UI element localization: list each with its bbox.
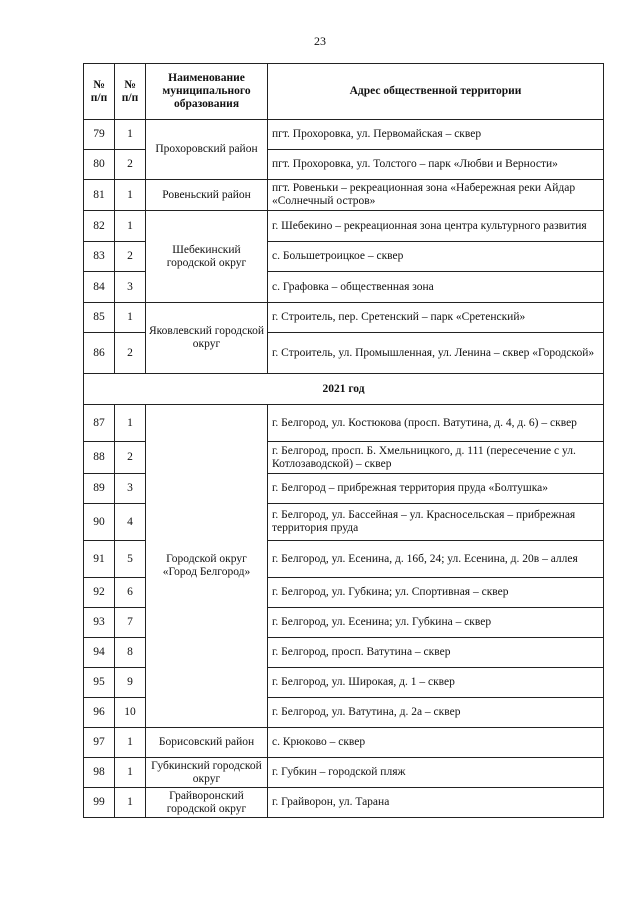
row-number: 81 <box>84 180 115 211</box>
address-cell: пгт. Ровеньки – рекреационная зона «Набережная реки Айдар «Солнечный остров» <box>268 180 604 211</box>
row-number: 93 <box>84 608 115 638</box>
address-cell: г. Белгород, ул. Есенина; ул. Губкина – сквер <box>268 608 604 638</box>
row-number: 89 <box>84 474 115 504</box>
address-cell: г. Белгород, ул. Костюкова (просп. Ватутина, д. 4, д. 6) – сквер <box>268 405 604 442</box>
row-number: 91 <box>84 541 115 578</box>
address-cell: пгт. Прохоровка, ул. Первомайская – сквер <box>268 120 604 150</box>
row-local-number: 1 <box>115 788 146 818</box>
year-label: 2021 год <box>84 374 604 405</box>
row-number: 83 <box>84 242 115 272</box>
address-cell: г. Белгород, просп. Ватутина – сквер <box>268 638 604 668</box>
row-number: 97 <box>84 728 115 758</box>
table-row <box>84 728 604 758</box>
municipality-cell: Шебекинский городской округ <box>146 211 268 303</box>
row-number: 82 <box>84 211 115 242</box>
row-local-number: 9 <box>115 668 146 698</box>
row-number: 95 <box>84 668 115 698</box>
municipality-cell: Борисовский район <box>146 728 268 758</box>
table-row <box>84 758 604 788</box>
row-local-number: 4 <box>115 504 146 541</box>
municipality-cell: Ровеньский район <box>146 180 268 211</box>
row-local-number: 7 <box>115 608 146 638</box>
table-header-row <box>84 64 604 120</box>
row-local-number: 5 <box>115 541 146 578</box>
row-number: 98 <box>84 758 115 788</box>
address-cell: пгт. Прохоровка, ул. Толстого – парк «Любви и Верности» <box>268 150 604 180</box>
header-municipality: Наименование муниципального образования <box>146 64 268 120</box>
table-row <box>84 405 604 442</box>
row-number: 80 <box>84 150 115 180</box>
municipality-cell: Губкинский городской округ <box>146 758 268 788</box>
table-body-2021 <box>84 405 604 818</box>
header-num-local: № п/п <box>115 64 146 120</box>
address-cell: г. Белгород, ул. Есенина, д. 16б, 24; ул. Есенина, д. 20в – аллея <box>268 541 604 578</box>
municipality-cell: Городской округ «Город Белгород» <box>146 405 268 728</box>
address-cell: г. Строитель, пер. Сретенский – парк «Сретенский» <box>268 303 604 333</box>
row-number: 99 <box>84 788 115 818</box>
row-local-number: 2 <box>115 442 146 474</box>
row-number: 88 <box>84 442 115 474</box>
address-cell: г. Белгород, ул. Широкая, д. 1 – сквер <box>268 668 604 698</box>
table-row <box>84 120 604 150</box>
row-local-number: 3 <box>115 474 146 504</box>
address-cell: г. Белгород, ул. Ватутина, д. 2а – сквер <box>268 698 604 728</box>
row-local-number: 1 <box>115 303 146 333</box>
address-cell: г. Белгород, ул. Губкина; ул. Спортивная – сквер <box>268 578 604 608</box>
address-cell: г. Шебекино – рекреационная зона центра культурного развития <box>268 211 604 242</box>
row-number: 84 <box>84 272 115 303</box>
row-number: 90 <box>84 504 115 541</box>
row-number: 86 <box>84 333 115 374</box>
row-local-number: 2 <box>115 150 146 180</box>
row-local-number: 1 <box>115 728 146 758</box>
row-local-number: 1 <box>115 405 146 442</box>
row-local-number: 2 <box>115 333 146 374</box>
page-number: 23 <box>314 34 326 48</box>
row-local-number: 2 <box>115 242 146 272</box>
row-number: 87 <box>84 405 115 442</box>
year-row <box>84 374 604 405</box>
header-address: Адрес общественной территории <box>268 64 604 120</box>
row-local-number: 8 <box>115 638 146 668</box>
row-local-number: 6 <box>115 578 146 608</box>
row-local-number: 1 <box>115 211 146 242</box>
address-cell: г. Белгород – прибрежная территория пруда «Болтушка» <box>268 474 604 504</box>
row-number: 96 <box>84 698 115 728</box>
territories-table <box>83 63 604 818</box>
table-body-2020 <box>84 120 604 374</box>
address-cell: с. Большетроицкое – сквер <box>268 242 604 272</box>
row-local-number: 1 <box>115 180 146 211</box>
row-number: 94 <box>84 638 115 668</box>
table-row <box>84 180 604 211</box>
row-number: 85 <box>84 303 115 333</box>
address-cell: г. Губкин – городской пляж <box>268 758 604 788</box>
address-cell: г. Грайворон, ул. Тарана <box>268 788 604 818</box>
address-cell: с. Графовка – общественная зона <box>268 272 604 303</box>
row-number: 79 <box>84 120 115 150</box>
municipality-cell: Грайворонский городской округ <box>146 788 268 818</box>
table-row <box>84 788 604 818</box>
address-cell: с. Крюково – сквер <box>268 728 604 758</box>
row-number: 92 <box>84 578 115 608</box>
row-local-number: 3 <box>115 272 146 303</box>
address-cell: г. Строитель, ул. Промышленная, ул. Ленина – сквер «Городской» <box>268 333 604 374</box>
row-local-number: 10 <box>115 698 146 728</box>
table-row <box>84 211 604 242</box>
row-local-number: 1 <box>115 120 146 150</box>
address-cell: г. Белгород, просп. Б. Хмельницкого, д. 111 (пересечение с ул. Котлозаводской) – сквер <box>268 442 604 474</box>
municipality-cell: Яковлевский городской округ <box>146 303 268 374</box>
address-cell: г. Белгород, ул. Бассейная – ул. Красносельская – прибрежная территория пруда <box>268 504 604 541</box>
row-local-number: 1 <box>115 758 146 788</box>
table-row <box>84 303 604 333</box>
header-num: № п/п <box>84 64 115 120</box>
municipality-cell: Прохоровский район <box>146 120 268 180</box>
